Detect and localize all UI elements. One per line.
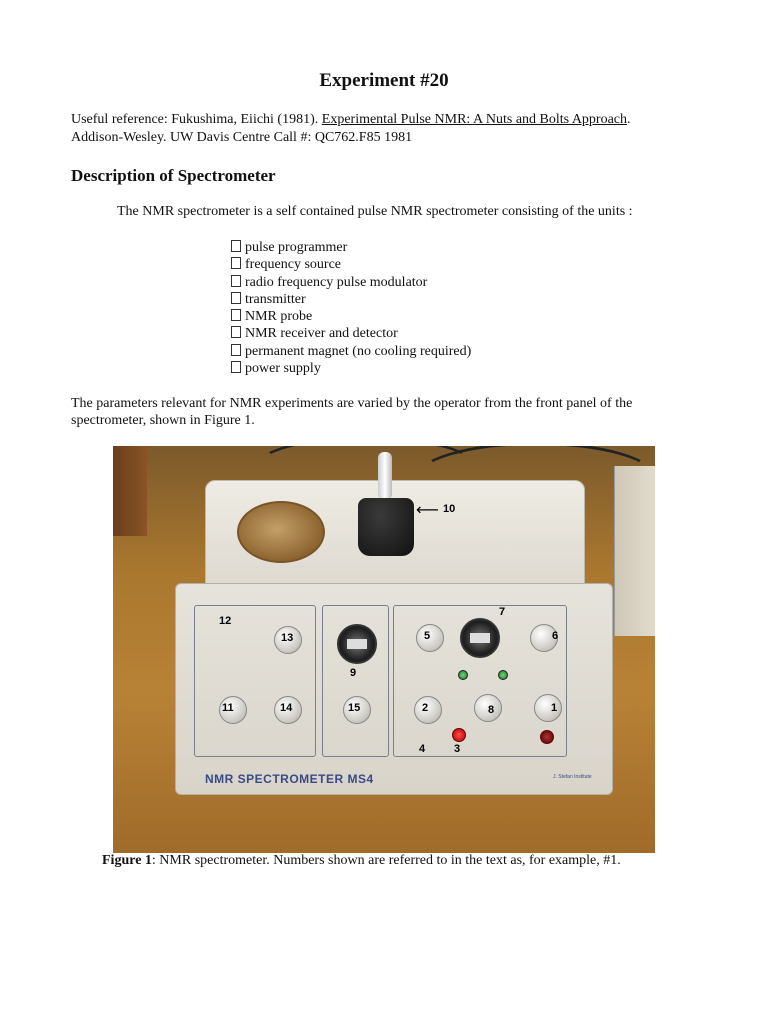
arrow-left-icon: ⟵: [416, 500, 439, 519]
callout-9: 9: [350, 667, 357, 679]
bullet-box-icon: [231, 344, 241, 356]
reference-line2: Addison-Wesley. UW Davis Centre Call #: QC762.F85 1981: [71, 130, 413, 145]
device-name-label: NMR SPECTROMETER MS4: [205, 772, 374, 786]
detection-panel: [194, 605, 316, 757]
list-item: [231, 256, 471, 273]
reference-prefix: Useful reference: Fukushima, Eiichi (1981).: [71, 112, 322, 127]
list-item: [231, 291, 471, 308]
list-item-text: pulse programmer: [245, 240, 348, 255]
callout-2: 2: [422, 702, 429, 714]
reference-text: [71, 111, 711, 147]
power-indicator: [540, 730, 554, 744]
list-item: [231, 325, 471, 342]
time-dial: [460, 618, 500, 658]
list-item-text: radio frequency pulse modulator: [245, 274, 428, 290]
list-item: [231, 360, 471, 377]
callout-12: 12: [219, 615, 232, 627]
resonance-dial: [337, 624, 377, 664]
page-title: Experiment #20: [319, 70, 449, 91]
list-item: [231, 239, 471, 256]
callout-3: 3: [454, 743, 461, 755]
list-item-text: frequency source: [245, 257, 342, 273]
indicator-led: [498, 670, 508, 680]
callout-13: 13: [281, 632, 294, 644]
bullet-box-icon: [231, 275, 241, 287]
reference-book-title: Experimental Pulse NMR: A Nuts and Bolts Approach: [321, 112, 628, 127]
list-item-text: NMR receiver and detector: [245, 326, 398, 342]
sample-tube: [378, 452, 392, 500]
bullet-box-icon: [231, 257, 241, 269]
list-item-text: NMR probe: [245, 309, 313, 325]
list-item-text: permanent magnet (no cooling required): [245, 343, 472, 359]
reference-suffix: .: [627, 112, 631, 127]
range-knob: [534, 694, 562, 722]
intro-text: The NMR spectrometer is a self contained pulse NMR spectrometer consisting of the units :: [117, 204, 633, 219]
callout-7: 7: [499, 606, 506, 618]
seal-emblem: [237, 501, 325, 563]
list-item: [231, 343, 471, 360]
single-button: [452, 728, 466, 742]
bullet-box-icon: [231, 309, 241, 321]
list-item: [231, 274, 471, 291]
bullet-box-icon: [231, 240, 241, 252]
spectrometer-photo: [113, 446, 655, 853]
figure-caption: [102, 853, 621, 869]
indicator-led: [458, 670, 468, 680]
caption-text: : NMR spectrometer. Numbers shown are referred to in the text as, for example, #1.: [151, 853, 621, 868]
maker-label: J. Stefan Institute: [553, 774, 592, 780]
list-item-text: power supply: [245, 361, 321, 377]
callout-6: 6: [552, 630, 559, 642]
list-item-text: transmitter: [245, 291, 306, 307]
caption-label: Figure 1: [102, 853, 152, 868]
device-front-panel: [175, 583, 613, 795]
callout-4: 4: [419, 743, 426, 755]
callout-14: 14: [280, 702, 293, 714]
background-wood: [113, 446, 147, 536]
callout-1: 1: [551, 702, 558, 714]
front-panel-paragraph: The parameters relevant for NMR experiments are varied by the operator from the front panel of the spectrometer, shown in Figure 1.: [71, 396, 633, 428]
callout-10: 10: [443, 503, 456, 515]
callout-5: 5: [424, 630, 431, 642]
magnet-probe: [358, 498, 414, 556]
list-item: [231, 308, 471, 325]
bullet-box-icon: [231, 292, 241, 304]
bullet-box-icon: [231, 361, 241, 373]
units-list: [231, 239, 471, 377]
section-heading: Description of Spectrometer: [71, 166, 276, 185]
callout-8: 8: [488, 704, 495, 716]
bullet-box-icon: [231, 326, 241, 338]
callout-11: 11: [222, 702, 234, 714]
callout-15: 15: [348, 702, 361, 714]
